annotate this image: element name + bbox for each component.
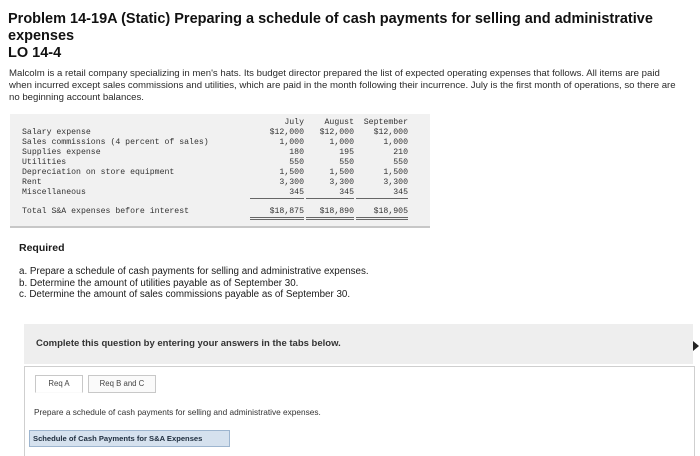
learning-objective: LO 14-4 [8, 45, 62, 61]
required-item-a: a. Prepare a schedule of cash payments for selling and administrative expenses. [19, 266, 369, 277]
chevron-right-icon[interactable] [693, 341, 699, 351]
cell-september: 3,300 [383, 178, 408, 187]
table-row [10, 138, 430, 148]
required-item-c: c. Determine the amount of sales commissions payable as of September 30. [19, 289, 351, 300]
panel-instruction: Prepare a schedule of cash payments for selling and administrative expenses. [34, 407, 321, 417]
cell-august: 195 [339, 148, 354, 157]
required-item-b: b. Determine the amount of utilities payable as of September 30. [19, 277, 299, 289]
required-heading: Required [19, 242, 65, 254]
row-label: Utilities [22, 158, 67, 167]
header-september: September [363, 118, 408, 127]
instructions-banner [24, 324, 693, 364]
cell-september: $18,905 [356, 207, 408, 220]
cell-september: $12,000 [373, 128, 408, 137]
row-label: Miscellaneous [22, 188, 86, 197]
row-label: Supplies expense [22, 148, 101, 157]
cell-july: 3,300 [279, 178, 304, 187]
cell-august: 550 [339, 158, 354, 167]
cell-july: $18,875 [250, 207, 304, 220]
header-july: July [284, 118, 304, 127]
problem-title-text: Problem 14-19A (Static) Preparing a schedule of cash payments for selling and administrative expenses [8, 11, 653, 44]
cell-august: $12,000 [319, 128, 354, 137]
cell-september: 1,500 [383, 168, 408, 177]
cell-september: 1,000 [383, 138, 408, 147]
problem-title [8, 11, 678, 62]
table-header-row [10, 118, 430, 128]
cell-july: 345 [250, 188, 304, 199]
problem-intro: Malcolm is a retail company specializing in men's hats. Its budget director prepared the list of expected operating expenses that follows. All items are paid when incurred except sales commissions and utilities, which are paid in the month following their incurrence. July is the first month of operations, so there are no beginning account balances. [9, 68, 676, 103]
table-row [10, 178, 430, 188]
row-label: Depreciation on store equipment [22, 168, 175, 177]
table-row [10, 168, 430, 178]
row-label: Rent [22, 178, 42, 187]
tab-req-a[interactable]: Req A [35, 375, 83, 393]
cell-august: 3,300 [329, 178, 354, 187]
cell-september: 210 [393, 148, 408, 157]
cell-august: 345 [306, 188, 354, 199]
complete-note: Complete this question by entering your answers in the tabs below. [36, 338, 341, 349]
cell-september: 550 [393, 158, 408, 167]
row-label: Salary expense [22, 128, 91, 137]
answer-panel [24, 366, 695, 456]
cell-september: 345 [356, 188, 408, 199]
cell-august: $18,890 [306, 207, 354, 220]
cell-july: 1,500 [279, 168, 304, 177]
schedule-title: Schedule of Cash Payments for S&A Expenses [29, 430, 230, 447]
cell-july: 180 [289, 148, 304, 157]
table-row [10, 148, 430, 158]
table-row [10, 188, 430, 198]
row-label: Total S&A expenses before interest [22, 207, 190, 216]
table-total-row [10, 207, 430, 217]
cell-july: 550 [289, 158, 304, 167]
cell-august: 1,500 [329, 168, 354, 177]
table-row [10, 158, 430, 168]
cell-august: 1,000 [329, 138, 354, 147]
row-label: Sales commissions (4 percent of sales) [22, 138, 209, 147]
required-list [19, 266, 369, 301]
tab-req-b-and-c[interactable]: Req B and C [88, 375, 156, 393]
cell-july: $12,000 [269, 128, 304, 137]
table-row [10, 128, 430, 138]
cell-july: 1,000 [279, 138, 304, 147]
expense-table [10, 114, 430, 228]
header-august: August [324, 118, 354, 127]
